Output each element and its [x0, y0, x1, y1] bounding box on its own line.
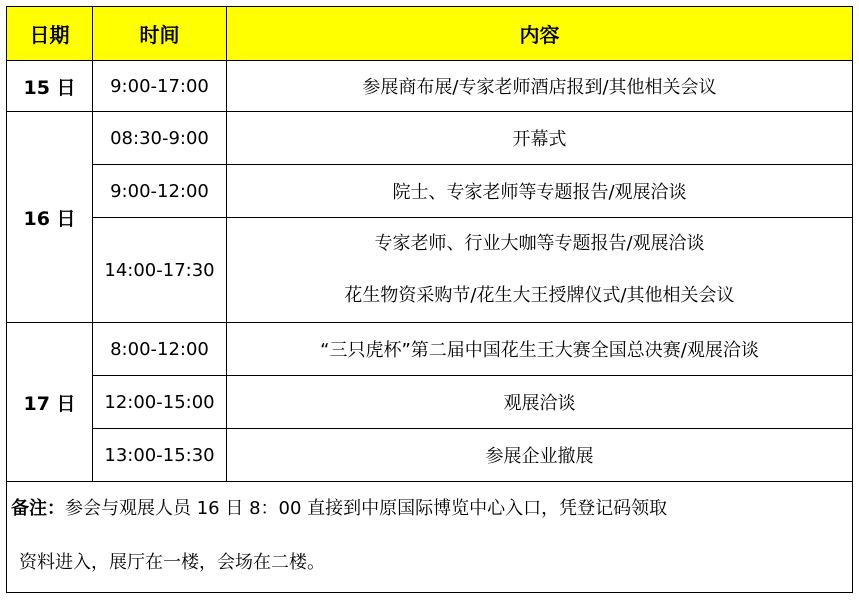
date-cell: 15 日 [7, 61, 93, 112]
table-row [7, 165, 853, 218]
note-line-1 [11, 482, 848, 536]
time-cell: 8:00-12:00 [93, 323, 227, 376]
date-cell: 17 日 [7, 323, 93, 482]
content-cell: 开幕式 [227, 112, 853, 165]
content-cell: “三只虎杯”第二届中国花生王大赛全国总决赛/观展洽谈 [227, 323, 853, 376]
schedule-table [6, 6, 853, 593]
time-cell: 13:00-15:30 [93, 429, 227, 482]
time-cell: 9:00-12:00 [93, 165, 227, 218]
note-cell [7, 482, 853, 593]
content-cell: 参展企业撤展 [227, 429, 853, 482]
table-row [7, 218, 853, 323]
table-row [7, 112, 853, 165]
time-cell: 12:00-15:00 [93, 376, 227, 429]
content-cell: 参展商布展/专家老师酒店报到/其他相关会议 [227, 61, 853, 112]
note-label: 备注： [11, 498, 65, 519]
content-line: 专家老师、行业大咖等专题报告/观展洽谈 [374, 233, 705, 254]
note-text-1: 参会与观展人员 16 日 8：00 直接到中原国际博览中心入口，凭登记码领取 [65, 498, 668, 519]
header-row [7, 7, 853, 61]
header-time: 时间 [93, 7, 227, 61]
note-text-2: 资料进入，展厅在一楼，会场在二楼。 [19, 552, 325, 573]
table-row [7, 323, 853, 376]
content-cell: 院士、专家老师等专题报告/观展洽谈 [227, 165, 853, 218]
date-cell: 16 日 [7, 112, 93, 323]
content-cell [227, 218, 853, 323]
content-cell: 观展洽谈 [227, 376, 853, 429]
header-content: 内容 [227, 7, 853, 61]
table-row [7, 429, 853, 482]
note-row [7, 482, 853, 593]
table-row [7, 376, 853, 429]
table-row [7, 61, 853, 112]
content-line: 花生物资采购节/花生大王授牌仪式/其他相关会议 [344, 285, 735, 306]
time-cell: 08:30-9:00 [93, 112, 227, 165]
time-cell: 9:00-17:00 [93, 61, 227, 112]
time-cell: 14:00-17:30 [93, 218, 227, 323]
header-date: 日期 [7, 7, 93, 61]
